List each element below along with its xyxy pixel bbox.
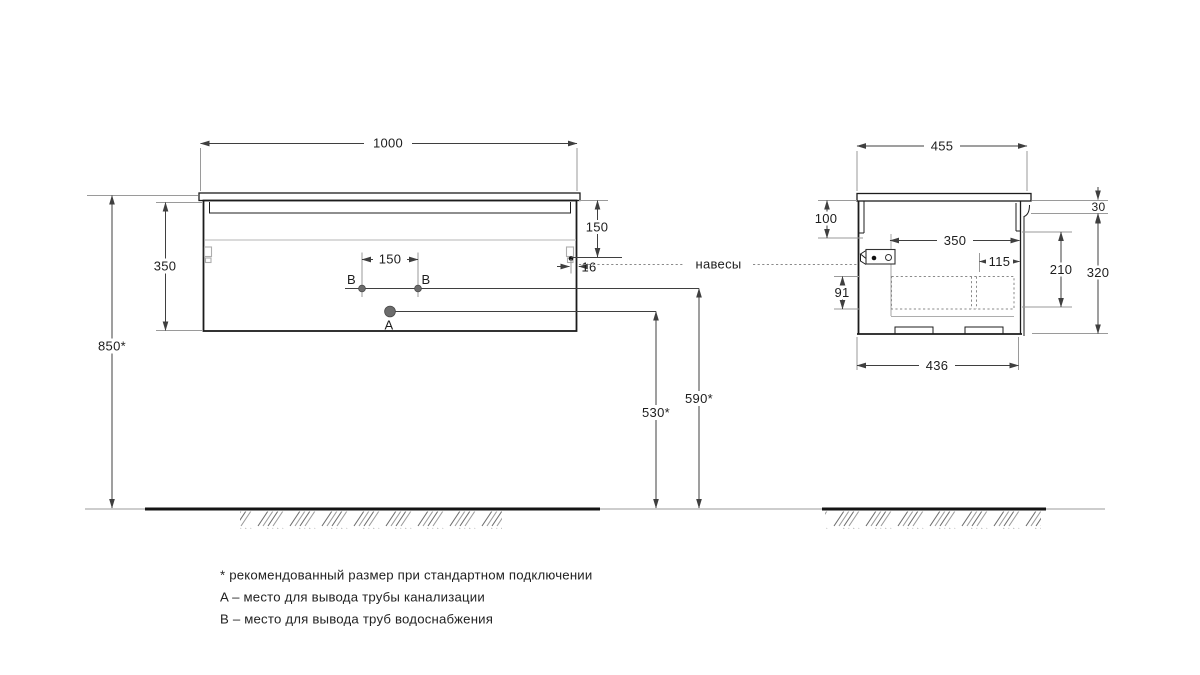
dim-front-width: 1000 — [372, 135, 404, 151]
footnote-hole-b: B – место для вывода труб водоснабжения — [220, 611, 494, 627]
hole-b-right-label: B — [421, 272, 431, 287]
dim-water-outlet-height: 590* — [685, 391, 713, 406]
hole-a — [385, 306, 396, 317]
side-hanger-from-front-dimension — [890, 233, 1020, 248]
dim-front-hanger-side-offset: 16 — [581, 259, 597, 275]
dim-side-hanger-from-back: 115 — [988, 254, 1011, 269]
front-cabinet-height-dimension — [148, 203, 202, 331]
floor-hatching-left — [240, 512, 502, 529]
dim-side-bottom-depth: 436 — [925, 358, 949, 373]
front-install-height-dimension — [87, 196, 198, 509]
hangers-callout-label: навесы — [695, 256, 742, 272]
hanger-bracket-side-detail — [861, 250, 896, 265]
bottom-notch-right — [965, 327, 1003, 334]
front-countertop — [199, 193, 580, 201]
floor-hatching-right — [825, 512, 1041, 529]
dim-side-inner-height: 210 — [1049, 262, 1073, 277]
side-view — [811, 139, 1115, 374]
dim-side-hanger-from-front: 350 — [943, 233, 967, 248]
dim-front-cabinet-height: 350 — [153, 258, 177, 274]
outlet-height-dimensions — [637, 289, 718, 509]
dim-side-back-height: 320 — [1086, 265, 1110, 280]
hanger-bracket-left-icon — [205, 247, 212, 263]
hole-b-left — [359, 285, 366, 292]
side-hanger-from-back-dimension — [980, 253, 1020, 272]
dim-side-top-drawer: 100 — [814, 211, 838, 226]
front-width-dimension — [201, 136, 578, 192]
floor — [85, 509, 1105, 529]
side-rail-offset-dimension — [1031, 187, 1108, 228]
dim-side-depth: 455 — [930, 138, 954, 154]
dim-front-hanger-top-offset: 150 — [585, 219, 609, 235]
dim-front-install-height: 850* — [98, 338, 126, 354]
hole-b-right — [415, 285, 422, 292]
wall-rail-profile — [1024, 205, 1030, 336]
hangers-callout — [579, 257, 857, 272]
dim-drain-outlet-height: 530* — [642, 405, 670, 420]
side-countertop — [857, 194, 1031, 202]
side-drawer-box-dimension — [831, 277, 860, 310]
dim-side-rail-offset: 30 — [1091, 200, 1106, 214]
bracket-screw-hole — [886, 255, 892, 261]
side-depth-dimension — [857, 139, 1027, 192]
side-bottom-depth-dimension — [857, 337, 1019, 373]
dim-side-drawer-box: 91 — [834, 285, 850, 300]
drawer-box-hidden-outline — [892, 277, 1015, 310]
side-inner-height-dimension — [1022, 232, 1077, 307]
hole-b-left-label: B — [347, 272, 356, 287]
dim-front-outlet-spacing: 150 — [378, 251, 402, 267]
bracket-mount-dot — [872, 256, 877, 261]
side-top-drawer-dimension — [811, 201, 863, 239]
bracket-hook — [861, 251, 867, 265]
bottom-notch-left — [895, 327, 933, 334]
footnotes — [220, 568, 592, 627]
footnote-hole-a: A – место для вывода трубы канализации — [220, 589, 485, 605]
front-hanger-top-offset-dimension — [571, 201, 622, 258]
hole-a-label: A — [384, 317, 394, 333]
front-handle-groove — [210, 202, 571, 213]
footnote-recommended-size: * рекомендованный размер при стандартном подключении — [220, 567, 593, 583]
front-outlet-spacing-dimension — [362, 252, 418, 298]
front-view — [87, 136, 718, 509]
